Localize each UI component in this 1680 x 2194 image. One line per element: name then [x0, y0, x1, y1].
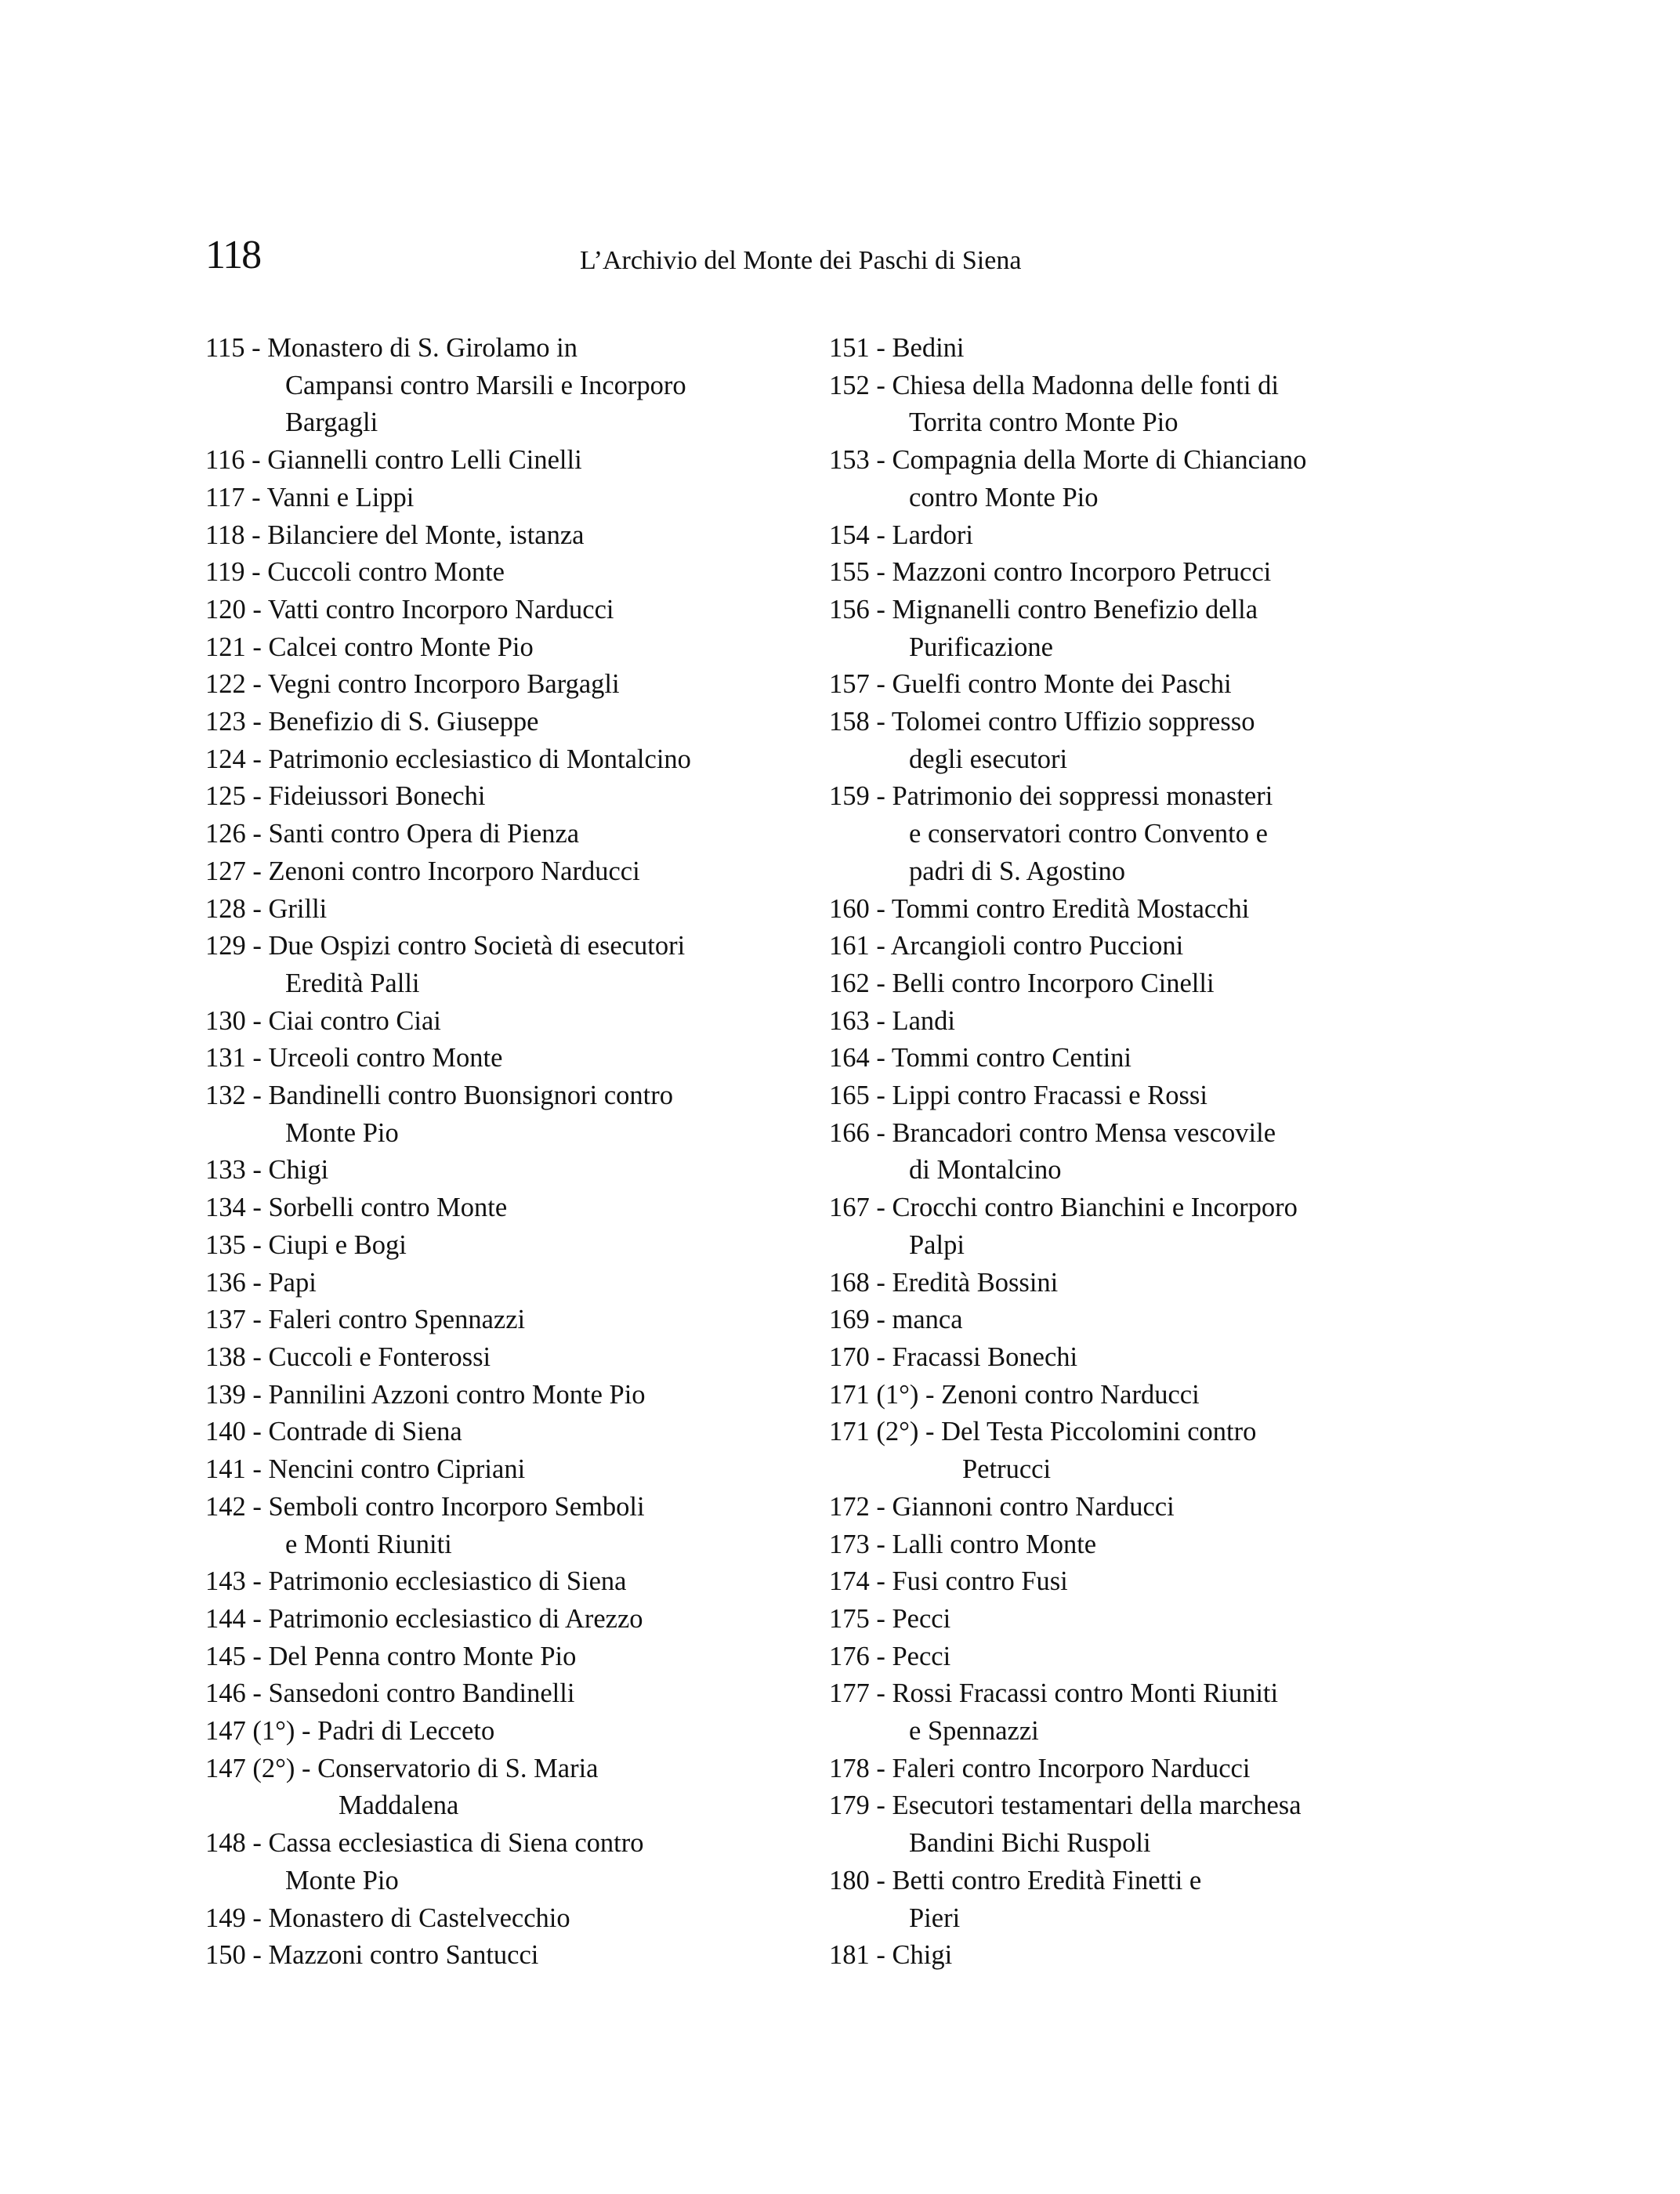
list-item — [829, 1526, 1440, 1564]
list-item-text: 138 - Cuccoli e Fonterossi — [205, 1341, 491, 1372]
list-item — [205, 1040, 801, 1077]
list-item-text: 141 - Nencini contro Cipriani — [205, 1454, 526, 1485]
list-item-text: 137 - Faleri contro Spennazzi — [205, 1305, 526, 1335]
list-item — [205, 666, 801, 704]
list-item — [205, 1750, 801, 1825]
list-item-text: 140 - Contrade di Siena — [205, 1417, 462, 1447]
list-item-text: 153 - Compagnia della Morte di Chianciano — [829, 445, 1307, 476]
list-item-text: 178 - Faleri contro Incorporo Narducci — [829, 1753, 1251, 1783]
list-item-text: 151 - Bedini — [829, 333, 965, 363]
list-item-continuation: Pieri — [909, 1903, 961, 1933]
list-item-text: 164 - Tommi contro Centini — [829, 1043, 1132, 1073]
list-item — [829, 965, 1440, 1003]
list-item — [205, 1900, 801, 1938]
list-item-text: 155 - Mazzoni contro Incorporo Petrucci — [829, 557, 1272, 588]
list-item — [205, 1152, 801, 1189]
list-item-text: 126 - Santi contro Opera di Pienza — [205, 819, 580, 849]
list-item — [829, 666, 1440, 704]
list-item-text: 158 - Tolomei contro Uffizio soppresso — [829, 707, 1255, 737]
list-item — [205, 592, 801, 629]
list-item — [205, 1265, 801, 1302]
list-item — [205, 928, 801, 1002]
list-item — [205, 816, 801, 853]
list-item-continuation: degli esecutori — [909, 744, 1068, 774]
list-item — [829, 1750, 1440, 1788]
list-item — [205, 1003, 801, 1041]
list-item-text: 139 - Pannilini Azzoni contro Monte Pio — [205, 1379, 646, 1410]
list-item-text: 156 - Mignanelli contro Benefizio della — [829, 594, 1258, 625]
list-item-text: 121 - Calcei contro Monte Pio — [205, 632, 534, 662]
list-item-text: 176 - Pecci — [829, 1641, 951, 1671]
list-item-text: 152 - Chiesa della Madonna delle fonti di — [829, 370, 1279, 400]
list-item — [829, 1189, 1440, 1264]
list-item-text: 127 - Zenoni contro Incorporo Narducci — [205, 856, 640, 886]
list-item-continuation: Bargagli — [285, 407, 378, 438]
list-item-text: 128 - Grilli — [205, 893, 328, 924]
list-item — [829, 704, 1440, 778]
list-item — [829, 1937, 1440, 1975]
list-item-continuation: e Monti Riuniti — [285, 1529, 452, 1559]
list-item-text: 117 - Vanni e Lippi — [205, 482, 415, 512]
list-item-text: 180 - Betti contro Eredità Finetti e — [829, 1865, 1202, 1895]
list-item-text: 181 - Chigi — [829, 1940, 953, 1971]
list-item-text: 124 - Patrimonio ecclesiastico di Montalcino — [205, 744, 691, 774]
list-item-text: 159 - Patrimonio dei soppressi monasteri — [829, 781, 1273, 812]
list-item-text: 179 - Esecutori testamentari della marchesa — [829, 1790, 1302, 1821]
list-item-continuation: Monte Pio — [285, 1865, 399, 1895]
list-item — [205, 704, 801, 741]
list-item — [829, 1302, 1440, 1339]
list-item-continuation: Torrita contro Monte Pio — [909, 407, 1179, 438]
list-item-text: 136 - Papi — [205, 1267, 317, 1298]
list-item-text: 149 - Monastero di Castelvecchio — [205, 1903, 570, 1933]
list-item-continuation: Palpi — [909, 1229, 965, 1260]
list-item-text: 115 - Monastero di S. Girolamo in — [205, 333, 578, 363]
list-item — [829, 330, 1440, 367]
list-item — [829, 367, 1440, 442]
list-item-continuation: e Spennazzi — [909, 1716, 1039, 1747]
list-item — [205, 1937, 801, 1975]
list-item-text: 132 - Bandinelli contro Buonsignori contro — [205, 1081, 673, 1111]
list-item-text: 125 - Fideiussori Bonechi — [205, 781, 486, 812]
list-item-text: 122 - Vegni contro Incorporo Bargagli — [205, 669, 620, 700]
list-item — [829, 1638, 1440, 1676]
list-item-text: 165 - Lippi contro Fracassi e Rossi — [829, 1081, 1208, 1111]
list-item-text: 171 (1°) - Zenoni contro Narducci — [829, 1379, 1200, 1410]
list-item — [205, 1302, 801, 1339]
list-item-text: 144 - Patrimonio ecclesiastico di Arezzo — [205, 1603, 643, 1634]
list-item — [205, 853, 801, 891]
list-item — [829, 554, 1440, 592]
list-item-text: 146 - Sansedoni contro Bandinelli — [205, 1678, 575, 1709]
list-item-text: 170 - Fracassi Bonechi — [829, 1341, 1078, 1372]
list-item — [829, 442, 1440, 516]
list-item — [205, 1339, 801, 1377]
list-item-continuation: e conservatori contro Convento e — [909, 819, 1268, 849]
list-item — [205, 1489, 801, 1563]
list-item — [829, 517, 1440, 555]
list-item-text: 147 (2°) - Conservatorio di S. Maria — [205, 1753, 599, 1783]
list-item-text: 134 - Sorbelli contro Monte — [205, 1193, 508, 1223]
list-item — [205, 1825, 801, 1899]
list-item-text: 157 - Guelfi contro Monte dei Paschi — [829, 669, 1232, 700]
list-item-text: 116 - Giannelli contro Lelli Cinelli — [205, 445, 582, 476]
list-item — [205, 1563, 801, 1601]
list-item — [205, 1377, 801, 1414]
list-item-text: 142 - Semboli contro Incorporo Semboli — [205, 1491, 645, 1522]
list-item-text: 173 - Lalli contro Monte — [829, 1529, 1097, 1559]
list-item-text: 175 - Pecci — [829, 1603, 951, 1634]
list-item-text: 118 - Bilanciere del Monte, istanza — [205, 520, 585, 550]
list-item — [205, 330, 801, 442]
list-item-text: 120 - Vatti contro Incorporo Narducci — [205, 594, 614, 625]
list-item-text: 148 - Cassa ecclesiastica di Siena contro — [205, 1828, 644, 1859]
list-item — [205, 1451, 801, 1489]
list-item-text: 135 - Ciupi e Bogi — [205, 1229, 407, 1260]
list-item-continuation: contro Monte Pio — [909, 482, 1099, 512]
list-item — [205, 1638, 801, 1676]
list-item-text: 166 - Brancadori contro Mensa vescovile — [829, 1117, 1276, 1148]
list-item-text: 171 (2°) - Del Testa Piccolomini contro — [829, 1417, 1257, 1447]
list-item — [829, 1040, 1440, 1077]
list-item — [205, 778, 801, 816]
list-item — [829, 928, 1440, 965]
list-item-text: 143 - Patrimonio ecclesiastico di Siena — [205, 1566, 627, 1597]
list-item-text: 161 - Arcangioli contro Puccioni — [829, 931, 1184, 961]
list-item — [829, 1489, 1440, 1526]
list-item — [829, 1077, 1440, 1115]
list-item-text: 163 - Landi — [829, 1005, 955, 1036]
list-item — [829, 778, 1440, 890]
list-item-continuation: Eredità Palli — [285, 968, 420, 998]
list-item-continuation: Maddalena — [339, 1790, 459, 1821]
list-item — [205, 554, 801, 592]
list-item-text: 119 - Cuccoli contro Monte — [205, 557, 505, 588]
list-item — [829, 1601, 1440, 1638]
list-item-text: 131 - Urceoli contro Monte — [205, 1043, 503, 1073]
list-item-text: 130 - Ciai contro Ciai — [205, 1005, 441, 1036]
list-item — [205, 442, 801, 480]
list-item — [205, 1189, 801, 1227]
list-item — [829, 1003, 1440, 1041]
list-item-continuation: Purificazione — [909, 632, 1053, 662]
list-item-text: 172 - Giannoni contro Narducci — [829, 1491, 1175, 1522]
list-item-continuation: Petrucci — [962, 1454, 1052, 1485]
left-column — [205, 330, 801, 1975]
right-column — [829, 330, 1440, 1975]
list-item-continuation: Monte Pio — [285, 1117, 399, 1148]
list-item-text: 145 - Del Penna contro Monte Pio — [205, 1641, 577, 1671]
list-item-continuation: Bandini Bichi Ruspoli — [909, 1828, 1151, 1859]
list-item — [205, 629, 801, 667]
list-item — [205, 741, 801, 779]
list-item-text: 147 (1°) - Padri di Lecceto — [205, 1716, 495, 1747]
list-item — [829, 1339, 1440, 1377]
list-item — [829, 1863, 1440, 1937]
list-item — [205, 1077, 801, 1152]
list-item-text: 129 - Due Ospizi contro Società di esecutori — [205, 931, 686, 961]
list-item-continuation: padri di S. Agostino — [909, 856, 1126, 886]
list-item — [205, 480, 801, 517]
list-item-text: 167 - Crocchi contro Bianchini e Incorporo — [829, 1193, 1298, 1223]
list-item-text: 133 - Chigi — [205, 1155, 329, 1186]
list-item — [205, 517, 801, 555]
list-item — [829, 1115, 1440, 1189]
list-item — [829, 1377, 1440, 1414]
list-item — [829, 1563, 1440, 1601]
list-item — [829, 1675, 1440, 1750]
list-item-text: 177 - Rossi Fracassi contro Monti Riuniti — [829, 1678, 1279, 1709]
list-item — [829, 1265, 1440, 1302]
list-item — [205, 1675, 801, 1713]
list-item-text: 154 - Lardori — [829, 520, 973, 550]
list-item-text: 150 - Mazzoni contro Santucci — [205, 1940, 539, 1971]
page-number: 118 — [205, 233, 261, 277]
running-title: L’Archivio del Monte dei Paschi di Siena — [580, 246, 1022, 275]
list-item — [205, 1601, 801, 1638]
list-item-continuation: Campansi contro Marsili e Incorporo — [285, 370, 686, 400]
list-item-continuation: di Montalcino — [909, 1155, 1062, 1186]
list-item — [829, 1787, 1440, 1862]
list-item-text: 162 - Belli contro Incorporo Cinelli — [829, 968, 1215, 998]
list-item — [829, 592, 1440, 666]
list-item — [205, 1414, 801, 1451]
list-item-text: 168 - Eredità Bossini — [829, 1267, 1059, 1298]
list-item-text: 123 - Benefizio di S. Giuseppe — [205, 707, 539, 737]
list-item — [205, 891, 801, 929]
list-item — [205, 1713, 801, 1750]
list-item-text: 169 - manca — [829, 1305, 963, 1335]
list-item-text: 160 - Tommi contro Eredità Mostacchi — [829, 893, 1250, 924]
list-item — [205, 1227, 801, 1265]
list-item — [829, 891, 1440, 929]
list-item-text: 174 - Fusi contro Fusi — [829, 1566, 1068, 1597]
list-item — [829, 1414, 1440, 1488]
